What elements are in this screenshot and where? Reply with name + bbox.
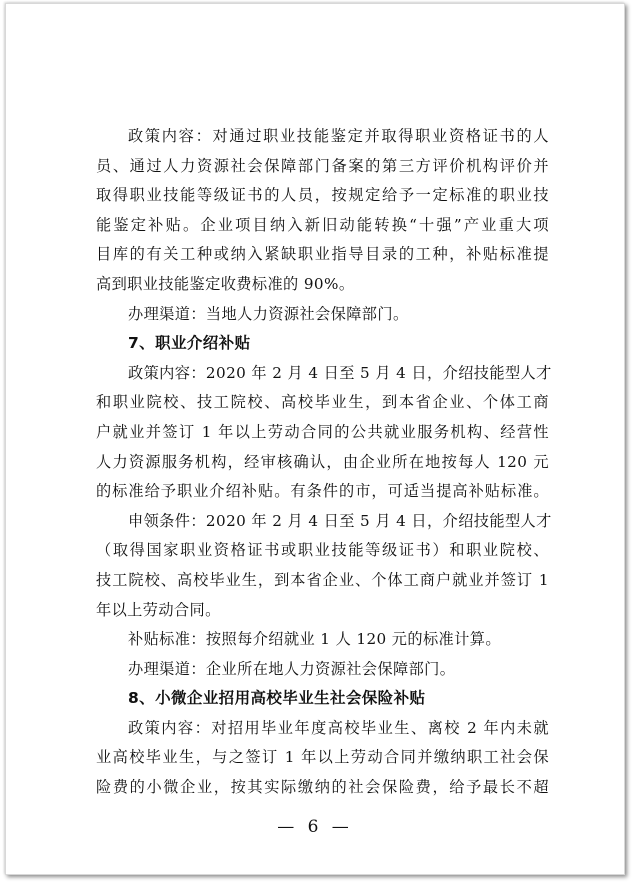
text-line: （取得国家职业资格证书或职业技能等级证书）和职业院校、 bbox=[96, 541, 549, 560]
text-line: 高到职业技能鉴定收费标准的 90%。 bbox=[96, 274, 355, 293]
text-line: 年以上劳动合同。 bbox=[96, 600, 221, 619]
text-line: 险费的小微企业，按其实际缴纳的社会保险费，给予最长不超 bbox=[96, 778, 549, 797]
page-number: — 6 — bbox=[277, 817, 353, 837]
text-line: 技工院校、高校毕业生，到本省企业、个体工商户就业并签订 1 bbox=[96, 570, 549, 589]
text-line: 申领条件：2020 年 2 月 4 日至 5 月 4 日，介绍技能型人才 bbox=[128, 511, 552, 530]
text-line: 业高校毕业生，与之签订 1 年以上劳动合同并缴纳职工社会保 bbox=[96, 748, 549, 767]
text-line: 户就业并签订 1 年以上劳动合同的公共就业服务机构、经营性 bbox=[96, 422, 549, 441]
text-line: 的标准给予职业介绍补贴。有条件的市，可适当提高补贴标准。 bbox=[96, 482, 549, 501]
text-line: 补贴标准：按照每介绍就业 1 人 120 元的标准计算。 bbox=[128, 630, 501, 649]
document-page bbox=[5, 3, 625, 875]
text-line: 办理渠道：企业所在地人力资源社会保障部门。 bbox=[128, 659, 456, 678]
text-line: 员、通过人力资源社会保障部门备案的第三方评价机构评价并 bbox=[96, 156, 549, 175]
text-line: 能鉴定补贴。企业项目纳入新旧动能转换“十强”产业重大项 bbox=[96, 215, 549, 234]
text-line: 和职业院校、技工院校、高校毕业生，到本省企业、个体工商 bbox=[96, 393, 549, 412]
text-line: 目库的有关工种或纳入紧缺职业指导目录的工种，补贴标准提 bbox=[96, 245, 549, 264]
text-line: 政策内容：对通过职业技能鉴定并取得职业资格证书的人 bbox=[128, 127, 549, 145]
document-body bbox=[96, 122, 552, 803]
section-heading: 8、小微企业招用高校毕业生社会保险补贴 bbox=[128, 689, 426, 708]
text-line: 政策内容：对招用毕业年度高校毕业生、离校 2 年内未就 bbox=[128, 718, 549, 737]
section-heading: 7、职业介绍补贴 bbox=[128, 334, 251, 353]
text-line: 取得职业技能等级证书的人员，按规定给予一定标准的职业技 bbox=[96, 186, 549, 205]
text-line: 政策内容：2020 年 2 月 4 日至 5 月 4 日，介绍技能型人才 bbox=[128, 363, 552, 382]
text-line: 人力资源服务机构，经审核确认，由企业所在地按每人 120 元 bbox=[96, 452, 549, 471]
text-line: 办理渠道：当地人力资源社会保障部门。 bbox=[128, 304, 409, 323]
